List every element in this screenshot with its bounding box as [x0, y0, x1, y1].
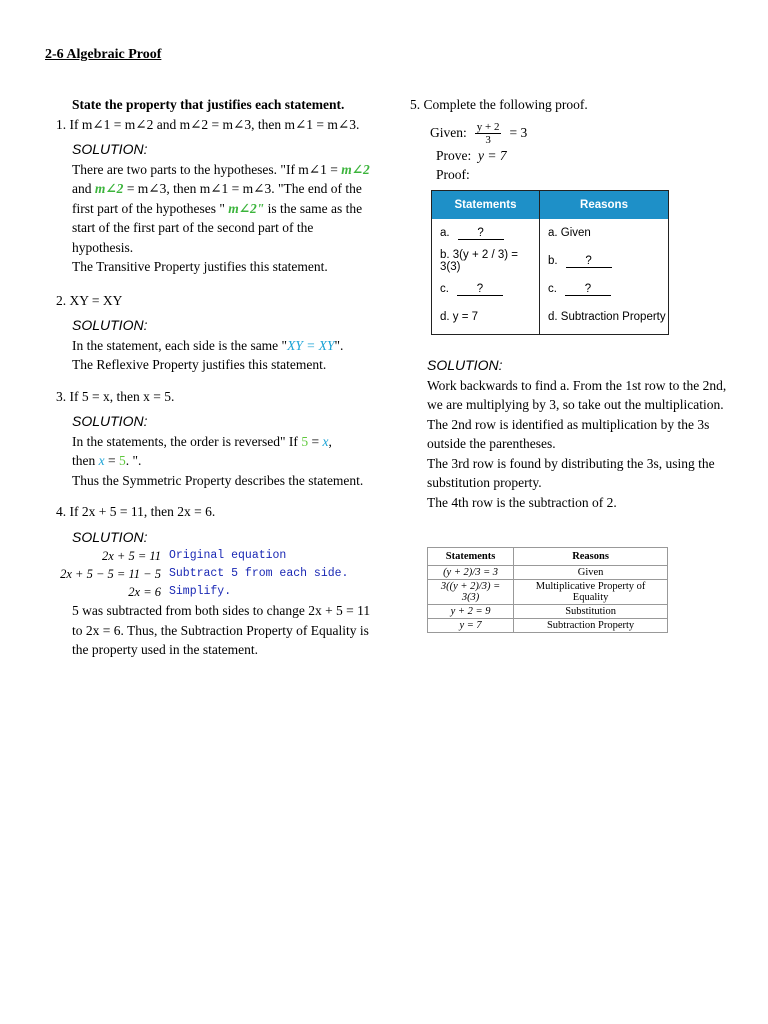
- table-row: [428, 580, 668, 605]
- statement-d: d. y = 7: [440, 311, 479, 323]
- answer-header-reasons: Reasons: [514, 548, 668, 566]
- q4-step: [56, 583, 376, 601]
- q4-step-reason: Subtract 5 from each side.: [169, 567, 349, 580]
- q1-sol-highlight: m∠2: [94, 181, 124, 196]
- answer-reason: Multiplicative Property of Equality: [514, 580, 668, 605]
- q3-sol-highlight: x: [322, 433, 329, 449]
- table-row: [428, 619, 668, 633]
- given-rhs: = 3: [509, 125, 528, 141]
- answer-reason: Subtraction Property: [514, 619, 668, 633]
- q1-sol-highlight: m∠2: [341, 161, 370, 177]
- table-row: [428, 566, 668, 580]
- statement-a: [432, 219, 539, 247]
- q4-step-reason: Simplify.: [169, 585, 232, 598]
- q4-step: [56, 547, 376, 565]
- reasons-column: [540, 219, 668, 334]
- q2-sol-highlight: XY = XY: [287, 337, 335, 353]
- q1-sol-text: and: [72, 181, 95, 196]
- reason-a: a. Given: [548, 227, 591, 239]
- blank-answer: ?: [565, 283, 611, 296]
- given-denominator: 3: [485, 133, 491, 146]
- q4-step-equation: 2x + 5 − 5 = 11 − 5: [60, 567, 161, 581]
- given-numerator: y + 2: [476, 120, 500, 133]
- q1-conclusion: The Transitive Property justifies this statement.: [72, 259, 328, 274]
- q2-conclusion: The Reflexive Property justifies this statement.: [72, 357, 327, 372]
- q2-sol-text: ".: [334, 337, 344, 353]
- proof-table-header: [432, 191, 668, 219]
- q1-sol-text: is the same as the start of the first part of the second part of the hypothesis.: [72, 200, 363, 255]
- reason-label: c.: [548, 283, 557, 295]
- q4-step-equation: 2x = 6: [128, 585, 161, 599]
- q3-sol-highlight: 5: [301, 433, 309, 449]
- given-label: Given:: [430, 125, 467, 141]
- q4-steps: [56, 547, 376, 601]
- table-row: [428, 605, 668, 619]
- q1-prefix: 1. If: [56, 116, 82, 132]
- q3-sol-highlight: x: [98, 453, 105, 468]
- page-title: 2-6 Algebraic Proof: [45, 47, 162, 62]
- q2-solution: [56, 336, 376, 356]
- proof-table: [431, 190, 669, 335]
- reason-b: [540, 247, 668, 275]
- q3-conclusion: Thus the Symmetric Property describes the statement.: [72, 472, 364, 488]
- q4-step-reason: Original equation: [169, 549, 287, 562]
- q3-sol-highlight: 5: [119, 453, 126, 468]
- header-statements: Statements: [432, 191, 540, 219]
- instructions: State the property that justifies each statement.: [72, 97, 345, 112]
- question-2: 2. XY = XY: [56, 292, 123, 308]
- reason-c: [540, 275, 668, 303]
- header-reasons: Reasons: [580, 199, 628, 211]
- answer-statement: y + 2 = 9: [428, 605, 514, 619]
- q5-solution-line: The 4th row is the subtraction of 2.: [427, 494, 617, 510]
- q1-sol-text: There are two parts to the hypotheses. "If m∠1 =: [72, 161, 338, 177]
- prove-label: Prove:: [436, 147, 472, 163]
- answer-header-statements: Statements: [428, 548, 514, 566]
- q5-given: [410, 121, 740, 146]
- given-fraction: [475, 121, 502, 146]
- q3-sol-text: then: [72, 453, 99, 468]
- q1-sol-text: = m∠3, then m∠1 = m∠3. "The end of the first part of the hypotheses ": [72, 181, 362, 216]
- answer-statement: y = 7: [428, 619, 514, 633]
- question-3: 3. If 5 = x, then x = 5.: [56, 388, 175, 404]
- left-column: [56, 95, 376, 660]
- reason-d: d. Subtraction Property: [548, 311, 666, 323]
- answer-statement: (y + 2)/3 = 3: [428, 566, 514, 580]
- q3-sol-text: . ".: [125, 453, 142, 468]
- q1-sol-highlight: m∠2": [228, 200, 265, 216]
- q4-step: [56, 565, 376, 583]
- answer-table: [427, 547, 668, 633]
- answer-reason: Substitution: [514, 605, 668, 619]
- q5-solution-line: Work backwards to find a. From the 1st row to the 2nd, we are multiplying by 3, so take out the multiplication.: [427, 377, 727, 412]
- q5-solution: [427, 350, 727, 512]
- blank-answer: ?: [458, 227, 504, 240]
- q4-conclusion: 5 was subtracted from both sides to change 2x + 5 = 11 to 2x = 6. Thus, the Subtraction Property of Equality is the property used in the statement.: [72, 603, 371, 657]
- answer-reason: Given: [514, 566, 668, 580]
- q2-sol-text: In the statement, each side is the same ": [72, 337, 288, 353]
- q5-prove: [410, 146, 740, 166]
- reason-label: b.: [548, 255, 558, 267]
- q5-proof-label: Proof:: [436, 167, 470, 182]
- q2-solution-label: SOLUTION:: [72, 317, 148, 333]
- answer-table-header: [428, 548, 668, 566]
- q1-text: m∠1 = m∠2 and m∠2 = m∠3, then m∠1 = m∠3.: [81, 116, 360, 132]
- q3-solution-label: SOLUTION:: [72, 413, 148, 429]
- question-4: 4. If 2x + 5 = 11, then 2x = 6.: [56, 504, 216, 519]
- q1-solution: [56, 160, 376, 258]
- q3-sol-text: ,: [328, 433, 332, 449]
- q5-solution-line: The 2nd row is identified as multiplication by the 3s outside the parentheses.: [427, 416, 710, 451]
- q4-solution-label: SOLUTION:: [72, 528, 148, 545]
- q5-solution-label: SOLUTION:: [427, 357, 503, 373]
- proof-table-body: [432, 219, 668, 334]
- right-column: [410, 95, 740, 185]
- blank-answer: ?: [457, 283, 503, 296]
- q4-step-equation: 2x + 5 = 11: [102, 549, 161, 563]
- answer-statement: 3((y + 2)/3) = 3(3): [428, 580, 514, 605]
- question-5: 5. Complete the following proof.: [410, 97, 588, 112]
- statement-label: c.: [440, 283, 449, 295]
- statement-b: b. 3(y + 2 / 3) = 3(3): [440, 249, 518, 273]
- question-1: [56, 115, 376, 135]
- statement-label: a.: [440, 227, 450, 239]
- q3-sol-text: =: [308, 433, 323, 449]
- q5-solution-line: The 3rd row is found by distributing the 3s, using the substitution property.: [427, 455, 715, 490]
- q3-sol-text: =: [104, 453, 119, 468]
- q3-solution: [56, 432, 376, 471]
- prove-statement: y = 7: [478, 147, 507, 163]
- q1-solution-label: SOLUTION:: [72, 141, 148, 157]
- q3-sol-text: In the statements, the order is reversed" If: [72, 433, 302, 449]
- statement-c: [432, 275, 539, 303]
- statements-column: [432, 219, 540, 334]
- blank-answer: ?: [566, 255, 612, 268]
